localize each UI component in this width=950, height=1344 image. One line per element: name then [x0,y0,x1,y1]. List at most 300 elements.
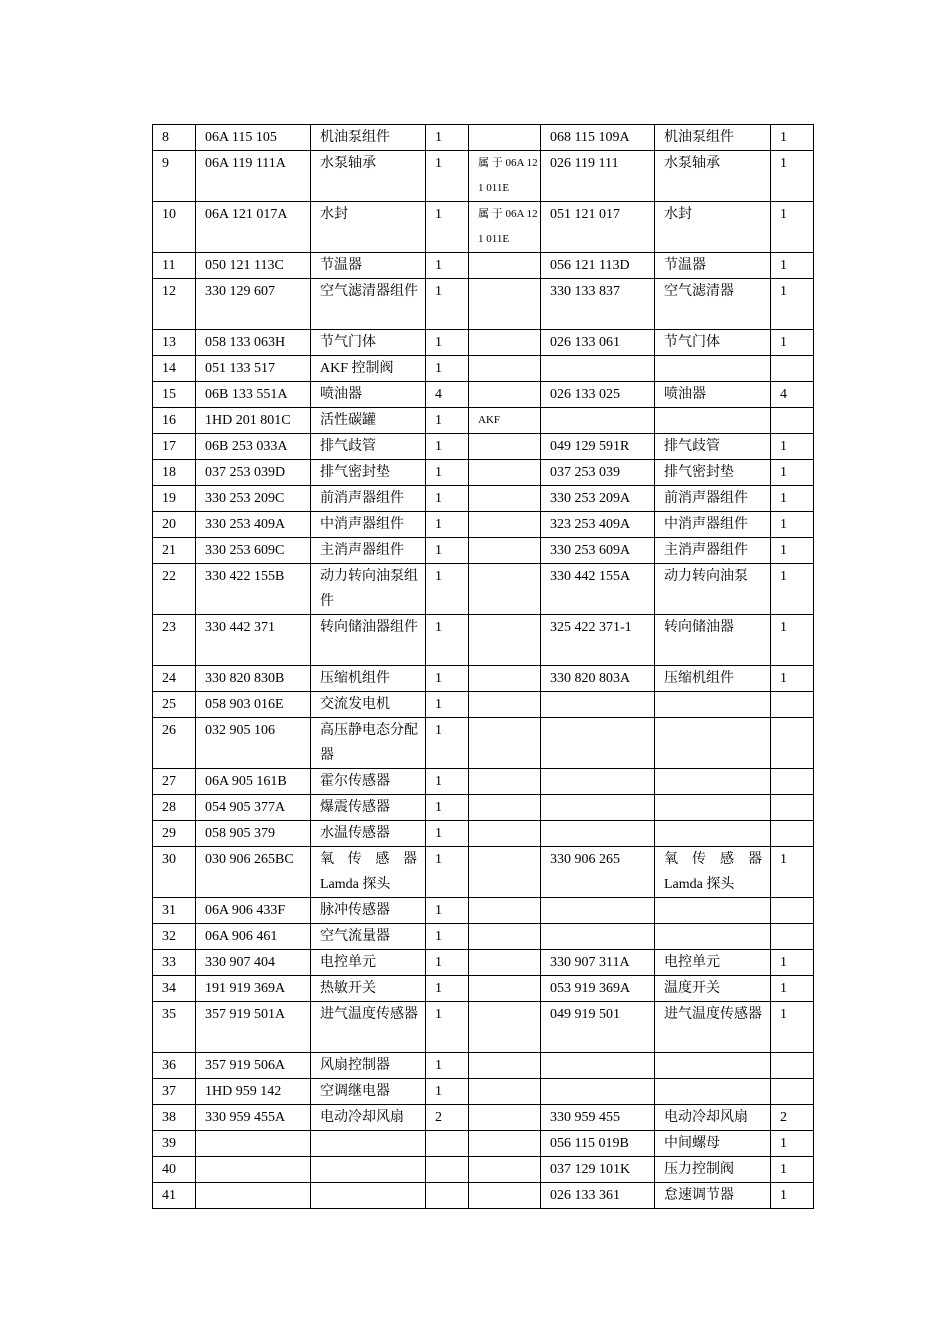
replacement-part-number-cell: 056 115 019B [541,1131,655,1157]
table-row [153,821,814,847]
table-row [153,151,814,202]
original-quantity-cell: 1 [426,356,469,382]
replacement-part-name-cell [655,1053,771,1079]
note-cell [469,356,541,382]
original-part-number-cell: 06A 906 433F [196,898,311,924]
original-quantity-cell: 2 [426,1105,469,1131]
replacement-part-number-cell: 330 820 803A [541,666,655,692]
table-row [153,486,814,512]
note-cell: 属 于 06A 121 011E [469,151,541,202]
row-number-cell: 29 [153,821,196,847]
note-cell [469,1053,541,1079]
row-number-cell: 26 [153,718,196,769]
table-row [153,253,814,279]
replacement-part-name-cell [655,898,771,924]
table-body [153,125,814,1209]
original-quantity-cell: 1 [426,460,469,486]
original-quantity-cell [426,1157,469,1183]
original-part-name-cell: 机油泵组件 [311,125,426,151]
original-quantity-cell: 1 [426,769,469,795]
original-quantity-cell: 1 [426,898,469,924]
original-part-name-cell: 风扇控制器 [311,1053,426,1079]
original-part-number-cell: 06A 121 017A [196,202,311,253]
note-cell [469,615,541,666]
row-number-cell: 20 [153,512,196,538]
original-part-name-cell [311,1157,426,1183]
replacement-part-name-cell: 节温器 [655,253,771,279]
table-row [153,950,814,976]
note-cell [469,666,541,692]
original-quantity-cell: 1 [426,408,469,434]
replacement-quantity-cell [771,924,814,950]
original-part-number-cell: 330 820 830B [196,666,311,692]
replacement-quantity-cell: 1 [771,666,814,692]
row-number-cell: 12 [153,279,196,330]
replacement-part-name-cell [655,847,771,898]
replacement-part-name-cell: 前消声器组件 [655,486,771,512]
original-part-number-cell: 330 422 155B [196,564,311,615]
replacement-quantity-cell [771,692,814,718]
table-row [153,356,814,382]
replacement-part-name-cell: 电动冷却风扇 [655,1105,771,1131]
original-part-name-cell: 前消声器组件 [311,486,426,512]
original-quantity-cell: 1 [426,1079,469,1105]
original-quantity-cell: 1 [426,202,469,253]
replacement-quantity-cell: 1 [771,151,814,202]
replacement-part-number-cell: 026 133 025 [541,382,655,408]
replacement-part-number-cell: 330 253 209A [541,486,655,512]
replacement-part-number-cell [541,898,655,924]
replacement-quantity-cell [771,769,814,795]
original-part-name-cell: 水封 [311,202,426,253]
replacement-part-number-cell: 049 129 591R [541,434,655,460]
note-cell [469,795,541,821]
note-cell [469,821,541,847]
row-number-cell: 24 [153,666,196,692]
note-cell: AKF [469,408,541,434]
row-number-cell: 10 [153,202,196,253]
original-quantity-cell: 1 [426,486,469,512]
note-cell [469,330,541,356]
row-number-cell: 35 [153,1002,196,1053]
replacement-part-name-cell: 空气滤清器 [655,279,771,330]
original-quantity-cell: 1 [426,666,469,692]
original-part-name-cell: 主消声器组件 [311,538,426,564]
original-quantity-cell [426,1183,469,1209]
replacement-part-number-cell: 056 121 113D [541,253,655,279]
row-number-cell: 21 [153,538,196,564]
replacement-part-name-cell [655,924,771,950]
original-quantity-cell: 1 [426,279,469,330]
original-part-number-cell: 054 905 377A [196,795,311,821]
replacement-part-number-cell [541,356,655,382]
original-part-name-cell: 水温传感器 [311,821,426,847]
original-quantity-cell: 1 [426,692,469,718]
replacement-part-name-cell: 怠速调节器 [655,1183,771,1209]
original-quantity-cell: 1 [426,538,469,564]
original-part-name-cell: 排气歧管 [311,434,426,460]
row-number-cell: 8 [153,125,196,151]
original-part-name-cell: 脉冲传感器 [311,898,426,924]
row-number-cell: 27 [153,769,196,795]
row-number-cell: 33 [153,950,196,976]
table-row [153,898,814,924]
replacement-quantity-cell [771,821,814,847]
replacement-part-name-cell: 排气歧管 [655,434,771,460]
replacement-part-name-cell [655,1079,771,1105]
original-part-name-cell: 电动冷却风扇 [311,1105,426,1131]
replacement-part-number-cell: 053 919 369A [541,976,655,1002]
replacement-part-name-cell: 进气温度传感器 [655,1002,771,1053]
row-number-cell: 30 [153,847,196,898]
original-part-name-cell: 中消声器组件 [311,512,426,538]
original-quantity-cell: 1 [426,718,469,769]
original-part-number-cell: 051 133 517 [196,356,311,382]
row-number-cell: 39 [153,1131,196,1157]
replacement-quantity-cell: 1 [771,125,814,151]
table-row [153,512,814,538]
original-quantity-cell: 1 [426,253,469,279]
original-part-name-cell [311,1131,426,1157]
table-row [153,718,814,769]
replacement-part-name-cell: 压缩机组件 [655,666,771,692]
table-row [153,434,814,460]
replacement-part-number-cell [541,718,655,769]
row-number-cell: 36 [153,1053,196,1079]
table-row [153,795,814,821]
table-row [153,1002,814,1053]
original-part-number-cell: 357 919 506A [196,1053,311,1079]
replacement-part-number-cell: 330 133 837 [541,279,655,330]
table-row [153,125,814,151]
replacement-part-number-cell: 330 907 311A [541,950,655,976]
note-cell [469,1105,541,1131]
note-cell [469,976,541,1002]
original-quantity-cell [426,1131,469,1157]
replacement-part-number-cell: 323 253 409A [541,512,655,538]
replacement-part-number-cell [541,692,655,718]
replacement-part-number-cell: 330 253 609A [541,538,655,564]
original-part-name-cell: 空调继电器 [311,1079,426,1105]
original-quantity-cell: 4 [426,382,469,408]
row-number-cell: 23 [153,615,196,666]
original-part-number-cell: 330 959 455A [196,1105,311,1131]
note-cell [469,898,541,924]
table-row [153,1157,814,1183]
row-number-cell: 18 [153,460,196,486]
replacement-part-number-cell: 330 442 155A [541,564,655,615]
row-number-cell: 19 [153,486,196,512]
original-quantity-cell: 1 [426,1053,469,1079]
original-part-name-cell: 活性碳罐 [311,408,426,434]
replacement-quantity-cell: 2 [771,1105,814,1131]
table-row [153,538,814,564]
table-row [153,615,814,666]
replacement-part-number-cell: 026 133 361 [541,1183,655,1209]
original-part-name-cell: 爆震传感器 [311,795,426,821]
row-number-cell: 41 [153,1183,196,1209]
replacement-part-number-cell [541,769,655,795]
part-name-line: Lamda 探头 [320,877,391,892]
replacement-part-name-cell: 主消声器组件 [655,538,771,564]
original-quantity-cell: 1 [426,924,469,950]
replacement-quantity-cell: 4 [771,382,814,408]
table-row [153,330,814,356]
replacement-part-number-cell [541,795,655,821]
original-part-name-cell: 转向储油器组件 [311,615,426,666]
note-cell [469,253,541,279]
table-row [153,924,814,950]
row-number-cell: 11 [153,253,196,279]
replacement-part-name-cell: 压力控制阀 [655,1157,771,1183]
note-cell [469,847,541,898]
note-cell [469,769,541,795]
note-cell [469,718,541,769]
replacement-quantity-cell [771,356,814,382]
replacement-part-number-cell [541,821,655,847]
original-quantity-cell: 1 [426,1002,469,1053]
original-part-name-cell: 高压静电态分配器 [311,718,426,769]
replacement-part-name-cell [655,795,771,821]
replacement-part-name-cell: 动力转向油泵 [655,564,771,615]
replacement-part-number-cell: 068 115 109A [541,125,655,151]
table-row [153,460,814,486]
replacement-quantity-cell: 1 [771,1183,814,1209]
original-part-name-cell [311,847,426,898]
original-part-number-cell: 357 919 501A [196,1002,311,1053]
replacement-quantity-cell: 1 [771,253,814,279]
note-cell [469,692,541,718]
replacement-part-name-cell: 喷油器 [655,382,771,408]
note-cell [469,382,541,408]
original-quantity-cell: 1 [426,512,469,538]
table-row [153,847,814,898]
original-part-name-cell: 电控单元 [311,950,426,976]
replacement-quantity-cell [771,408,814,434]
original-part-number-cell [196,1131,311,1157]
replacement-part-name-cell: 节气门体 [655,330,771,356]
replacement-part-name-cell [655,821,771,847]
original-part-name-cell: 喷油器 [311,382,426,408]
original-part-number-cell [196,1183,311,1209]
replacement-part-number-cell: 330 959 455 [541,1105,655,1131]
original-part-number-cell: 058 903 016E [196,692,311,718]
replacement-quantity-cell: 1 [771,330,814,356]
original-part-number-cell: 330 253 609C [196,538,311,564]
original-part-number-cell: 058 905 379 [196,821,311,847]
original-part-name-cell: 空气滤清器组件 [311,279,426,330]
row-number-cell: 9 [153,151,196,202]
original-quantity-cell: 1 [426,847,469,898]
row-number-cell: 17 [153,434,196,460]
replacement-quantity-cell: 1 [771,1157,814,1183]
replacement-part-name-cell: 转向储油器 [655,615,771,666]
original-quantity-cell: 1 [426,615,469,666]
table-row [153,692,814,718]
original-part-number-cell: 06A 119 111A [196,151,311,202]
table-row [153,1053,814,1079]
original-part-number-cell: 330 253 409A [196,512,311,538]
note-cell [469,1002,541,1053]
replacement-part-number-cell: 037 129 101K [541,1157,655,1183]
replacement-quantity-cell: 1 [771,486,814,512]
replacement-quantity-cell: 1 [771,512,814,538]
note-cell [469,486,541,512]
replacement-part-number-cell: 026 133 061 [541,330,655,356]
note-cell [469,434,541,460]
original-part-number-cell: 06B 133 551A [196,382,311,408]
row-number-cell: 15 [153,382,196,408]
original-quantity-cell: 1 [426,564,469,615]
replacement-quantity-cell [771,1079,814,1105]
table-row [153,382,814,408]
replacement-quantity-cell: 1 [771,460,814,486]
table-row [153,564,814,615]
original-part-name-cell: 水泵轴承 [311,151,426,202]
replacement-part-name-cell: 水泵轴承 [655,151,771,202]
row-number-cell: 25 [153,692,196,718]
row-number-cell: 22 [153,564,196,615]
replacement-part-name-cell: 排气密封垫 [655,460,771,486]
replacement-quantity-cell [771,1053,814,1079]
part-name-line: 氧传感器 [664,852,762,867]
replacement-quantity-cell: 1 [771,279,814,330]
note-cell [469,279,541,330]
original-part-number-cell: 330 129 607 [196,279,311,330]
row-number-cell: 40 [153,1157,196,1183]
original-part-name-cell [311,1183,426,1209]
row-number-cell: 13 [153,330,196,356]
row-number-cell: 34 [153,976,196,1002]
table-row [153,408,814,434]
replacement-quantity-cell: 1 [771,1002,814,1053]
replacement-quantity-cell: 1 [771,1131,814,1157]
replacement-part-name-cell [655,769,771,795]
row-number-cell: 16 [153,408,196,434]
original-part-number-cell: 1HD 201 801C [196,408,311,434]
original-part-name-cell: 进气温度传感器 [311,1002,426,1053]
replacement-part-number-cell: 325 422 371-1 [541,615,655,666]
replacement-part-number-cell: 330 906 265 [541,847,655,898]
replacement-part-name-cell: 温度开关 [655,976,771,1002]
replacement-quantity-cell [771,795,814,821]
row-number-cell: 37 [153,1079,196,1105]
original-part-number-cell [196,1157,311,1183]
replacement-part-number-cell [541,408,655,434]
note-cell [469,1079,541,1105]
part-name-line: Lamda 探头 [664,877,735,892]
note-cell [469,924,541,950]
replacement-part-name-cell [655,692,771,718]
original-quantity-cell: 1 [426,125,469,151]
table-row [153,666,814,692]
original-quantity-cell: 1 [426,434,469,460]
row-number-cell: 28 [153,795,196,821]
replacement-quantity-cell: 1 [771,564,814,615]
note-cell: 属 于 06A 121 011E [469,202,541,253]
original-part-name-cell: 压缩机组件 [311,666,426,692]
replacement-part-name-cell: 水封 [655,202,771,253]
original-part-number-cell: 330 253 209C [196,486,311,512]
table-row [153,1105,814,1131]
replacement-part-number-cell: 026 119 111 [541,151,655,202]
row-number-cell: 14 [153,356,196,382]
replacement-quantity-cell: 1 [771,615,814,666]
replacement-quantity-cell: 1 [771,976,814,1002]
part-name-line: 氧传感器 [320,852,417,867]
original-part-number-cell: 06A 906 461 [196,924,311,950]
table-row [153,1079,814,1105]
replacement-part-number-cell [541,1053,655,1079]
replacement-part-number-cell [541,924,655,950]
table-row [153,1183,814,1209]
replacement-part-name-cell [655,408,771,434]
replacement-part-name-cell: 中消声器组件 [655,512,771,538]
replacement-part-name-cell: 电控单元 [655,950,771,976]
original-part-name-cell: 霍尔传感器 [311,769,426,795]
table-row [153,202,814,253]
original-part-number-cell: 058 133 063H [196,330,311,356]
row-number-cell: 31 [153,898,196,924]
note-cell [469,538,541,564]
replacement-quantity-cell [771,898,814,924]
original-part-number-cell: 1HD 959 142 [196,1079,311,1105]
original-part-name-cell: 节气门体 [311,330,426,356]
original-part-number-cell: 330 442 371 [196,615,311,666]
note-cell [469,460,541,486]
parts-comparison-table [152,124,814,1209]
replacement-quantity-cell: 1 [771,950,814,976]
note-cell [469,125,541,151]
note-cell [469,1157,541,1183]
original-part-number-cell: 06B 253 033A [196,434,311,460]
replacement-part-name-cell: 机油泵组件 [655,125,771,151]
row-number-cell: 32 [153,924,196,950]
table-row [153,976,814,1002]
original-quantity-cell: 1 [426,330,469,356]
original-part-number-cell: 06A 115 105 [196,125,311,151]
note-cell [469,564,541,615]
note-cell [469,1131,541,1157]
original-part-number-cell: 06A 905 161B [196,769,311,795]
table-row [153,1131,814,1157]
original-quantity-cell: 1 [426,151,469,202]
replacement-part-name-cell: 中间螺母 [655,1131,771,1157]
replacement-part-number-cell: 049 919 501 [541,1002,655,1053]
original-part-name-cell: 节温器 [311,253,426,279]
table-row [153,769,814,795]
original-part-name-cell: 热敏开关 [311,976,426,1002]
original-quantity-cell: 1 [426,795,469,821]
original-quantity-cell: 1 [426,976,469,1002]
original-part-name-cell: 动力转向油泵组件 [311,564,426,615]
original-part-number-cell: 037 253 039D [196,460,311,486]
note-cell [469,512,541,538]
original-part-number-cell: 032 905 106 [196,718,311,769]
original-part-name-cell: 排气密封垫 [311,460,426,486]
original-part-name-cell: 空气流量器 [311,924,426,950]
replacement-quantity-cell: 1 [771,538,814,564]
replacement-quantity-cell: 1 [771,847,814,898]
replacement-part-name-cell [655,356,771,382]
replacement-quantity-cell [771,718,814,769]
replacement-quantity-cell: 1 [771,434,814,460]
original-part-number-cell: 330 907 404 [196,950,311,976]
original-quantity-cell: 1 [426,821,469,847]
replacement-part-number-cell: 051 121 017 [541,202,655,253]
original-part-name-cell: 交流发电机 [311,692,426,718]
original-part-name-cell: AKF 控制阀 [311,356,426,382]
